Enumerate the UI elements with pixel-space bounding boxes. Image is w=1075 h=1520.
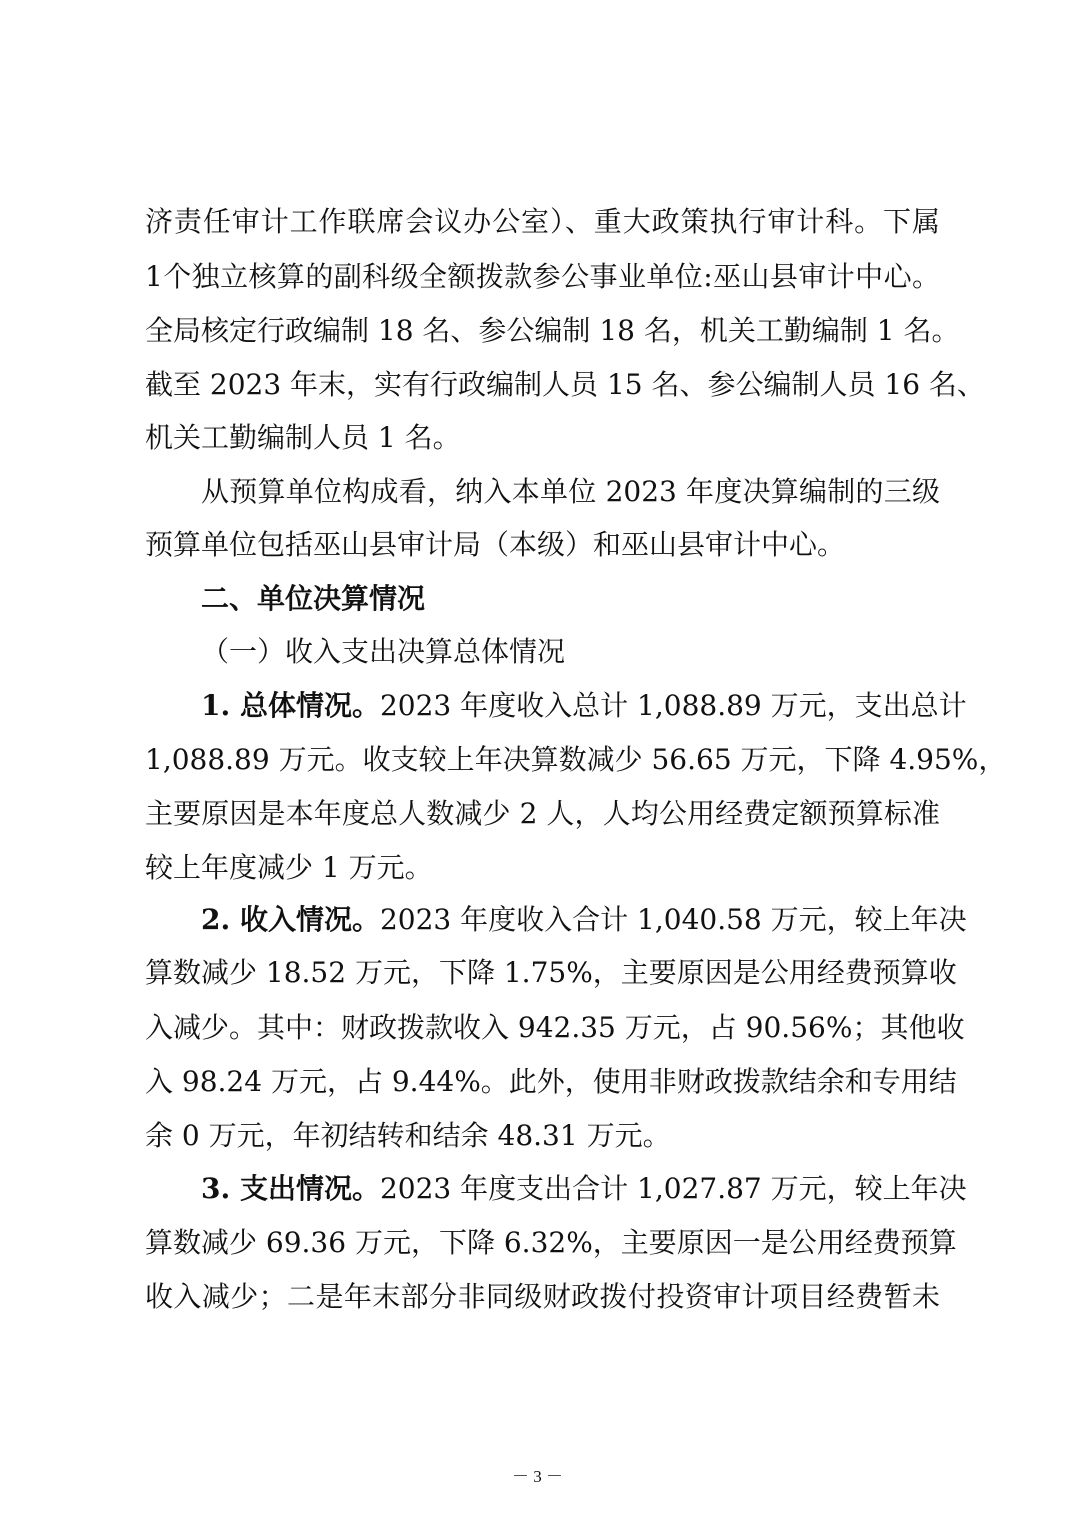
paragraph-1-line-2: 1个独立核算的副科级全额拨款参公事业单位:巫山县审计中心。	[145, 260, 940, 293]
paragraph-4-line-1	[201, 893, 967, 947]
paragraph-1-line-1: 济责任审计工作联席会议办公室）、重大政策执行审计科。下属	[145, 205, 940, 238]
paragraph-5-lead: 3. 支出情况。	[201, 1172, 380, 1205]
paragraph-2-line-1: 从预算单位构成看，纳入本单位 2023 年度决算编制的三级	[201, 475, 940, 508]
paragraph-5-line-1	[201, 1162, 967, 1216]
section-heading: 二、单位决算情况	[201, 582, 426, 615]
paragraph-4-line-2: 算数减少 18.52 万元，下降 1.75%，主要原因是公用经费预算收	[145, 956, 957, 989]
paragraph-4-line-1-text: 2023 年度收入合计 1,040.58 万元，较上年决	[379, 903, 967, 936]
page-number: － 3 －	[512, 1467, 563, 1486]
paragraph-3-line-4: 较上年度减少 1 万元。	[145, 851, 433, 884]
paragraph-3-line-2: 1,088.89 万元。收支较上年决算数减少 56.65 万元，下降 4.95%，	[145, 743, 1007, 776]
paragraph-1-line-4: 截至 2023 年末，实有行政编制人员 15 名、参公编制人员 16 名、	[145, 368, 985, 401]
paragraph-5-line-1-text: 2023 年度支出合计 1,027.87 万元，较上年决	[379, 1172, 967, 1205]
paragraph-4-line-3: 入减少。其中：财政拨款收入 942.35 万元，占 90.56%；其他收	[145, 1011, 965, 1044]
paragraph-5-line-2: 算数减少 69.36 万元，下降 6.32%，主要原因一是公用经费预算	[145, 1226, 957, 1259]
paragraph-5-line-3: 收入减少；二是年末部分非同级财政拨付投资审计项目经费暂未	[145, 1280, 940, 1313]
paragraph-1-line-3: 全局核定行政编制 18 名、参公编制 18 名，机关工勤编制 1 名。	[145, 314, 960, 347]
paragraph-3-line-3: 主要原因是本年度总人数减少 2 人，人均公用经费定额预算标准	[145, 797, 940, 830]
paragraph-3-line-1-text: 2023 年度收入总计 1,088.89 万元，支出总计	[379, 689, 967, 722]
paragraph-2-line-2: 预算单位包括巫山县审计局（本级）和巫山县审计中心。	[145, 528, 846, 561]
paragraph-3-line-1	[201, 679, 967, 733]
paragraph-4-line-4: 入 98.24 万元，占 9.44%。此外，使用非财政拨款结余和专用结	[145, 1065, 957, 1098]
paragraph-4-line-5: 余 0 万元，年初结转和结余 48.31 万元。	[145, 1119, 671, 1152]
paragraph-4-lead: 2. 收入情况。	[201, 903, 380, 936]
paragraph-3-lead: 1. 总体情况。	[201, 689, 380, 722]
paragraph-1-line-5: 机关工勤编制人员 1 名。	[145, 421, 461, 454]
subsection-heading: （一）收入支出决算总体情况	[201, 635, 566, 668]
